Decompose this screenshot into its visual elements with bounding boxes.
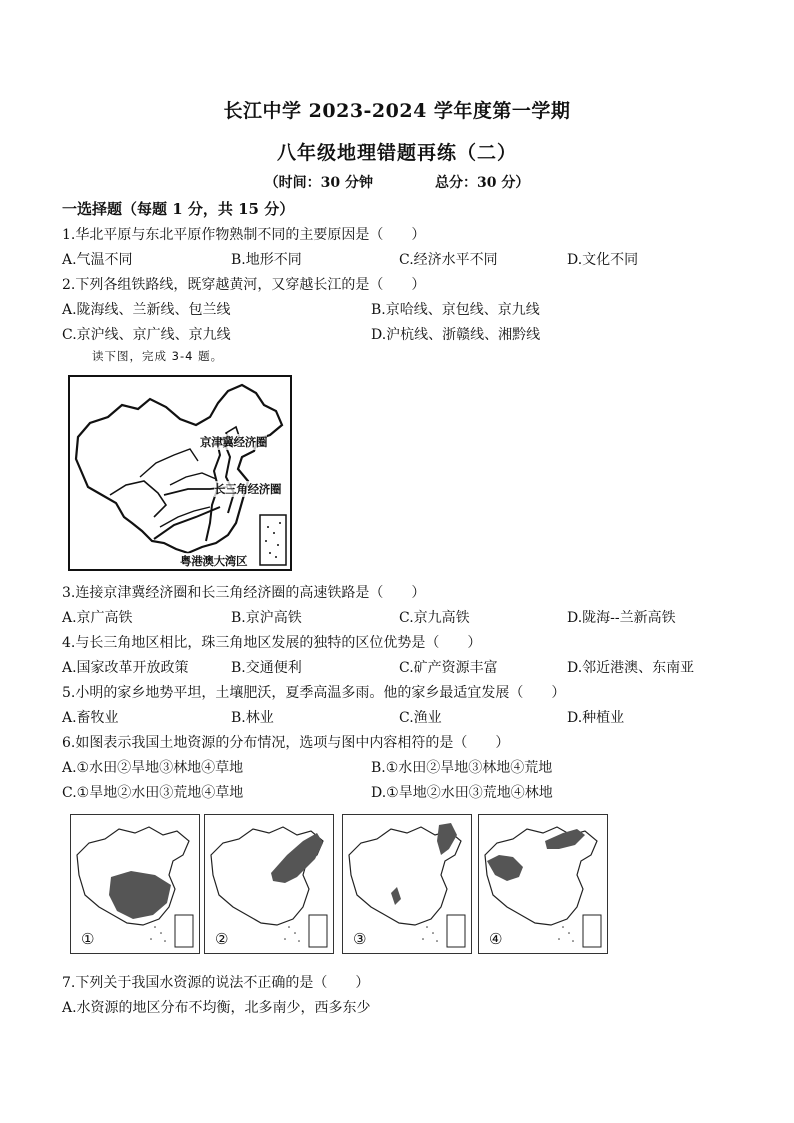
q5-option-c: C.渔业 [399,710,442,726]
land-map-2-number: ② [215,930,229,948]
land-resource-maps [70,814,614,954]
q3-option-b: B.京沪高铁 [231,610,302,626]
q3-option-d: D.陇海--兰新高铁 [567,610,676,626]
q5-option-a: A.畜牧业 [62,710,119,726]
question-5-stem: 5.小明的家乡地势平坦，土壤肥沃，夏季高温多雨。他的家乡最适宜发展（ ） [62,685,566,701]
q1-option-d: D.文化不同 [567,252,639,268]
land-map-3-number: ③ [353,930,367,948]
q7-option-a: A.水资源的地区分布不均衡，北多南少，西多东少 [62,1000,371,1016]
question-7-stem: 7.下列关于我国水资源的说法不正确的是（ ） [62,975,370,991]
label-jingjinji: 京津冀经济圈 [200,435,268,449]
q4-option-d: D.邻近港澳、东南亚 [567,660,695,676]
label-changsanjiao: 长三角经济圈 [214,482,282,496]
q6-option-d: D.①旱地②水田③荒地④林地 [371,785,553,801]
land-map-1 [70,814,200,954]
exam-time: （时间：30 分钟 [264,175,373,191]
q2-option-a: A.陇海线、兰新线、包兰线 [62,302,231,318]
question-4-stem: 4.与长三角地区相比，珠三角地区发展的独特的区位优势是（ ） [62,635,482,651]
q1-option-b: B.地形不同 [231,252,302,268]
q4-option-b: B.交通便利 [231,660,302,676]
q6-option-b: B.①水田②旱地③林地④荒地 [371,760,553,776]
land-map-3 [342,814,472,954]
q2-option-d: D.沪杭线、浙赣线、湘黔线 [371,327,541,343]
question-3-stem: 3.连接京津冀经济圈和长三角经济圈的高速铁路是（ ） [62,585,426,601]
q4-option-a: A.国家改革开放政策 [62,660,189,676]
q1-option-a: A.气温不同 [62,252,133,268]
economic-zone-map [68,375,292,571]
china-outline-map [70,377,290,569]
land-map-4-number: ④ [489,930,503,948]
exam-title: 八年级地理错题再练（二） [276,142,517,164]
section-title: 一选择题（每题 1 分，共 15 分） [62,200,295,218]
school-title: 长江中学 2023-2024 学年度第一学期 [223,100,571,122]
exam-meta [0,172,794,192]
land-map-1-number: ① [81,930,95,948]
q3-option-c: C.京九高铁 [399,610,470,626]
q5-option-b: B.林业 [231,710,274,726]
question-2-stem: 2.下列各组铁路线，既穿越黄河，又穿越长江的是（ ） [62,277,426,293]
label-yuegangao: 粤港澳大湾区 [180,554,248,568]
q1-option-c: C.经济水平不同 [399,252,498,268]
q6-option-a: A.①水田②旱地③林地④草地 [62,760,244,776]
map-note: 读下图，完成 3-4 题。 [92,349,224,363]
exam-score: 总分：30 分） [435,175,530,191]
q2-option-b: B.京哈线、京包线、京九线 [371,302,540,318]
question-6-stem: 6.如图表示我国土地资源的分布情况，选项与图中内容相符的是（ ） [62,735,510,751]
q6-option-c: C.①旱地②水田③荒地④草地 [62,785,244,801]
land-map-4 [478,814,608,954]
question-1-stem: 1.华北平原与东北平原作物熟制不同的主要原因是（ ） [62,227,426,243]
land-map-2 [204,814,334,954]
q4-option-c: C.矿产资源丰富 [399,660,498,676]
q2-option-c: C.京沪线、京广线、京九线 [62,327,231,343]
q5-option-d: D.种植业 [567,710,625,726]
q3-option-a: A.京广高铁 [62,610,133,626]
